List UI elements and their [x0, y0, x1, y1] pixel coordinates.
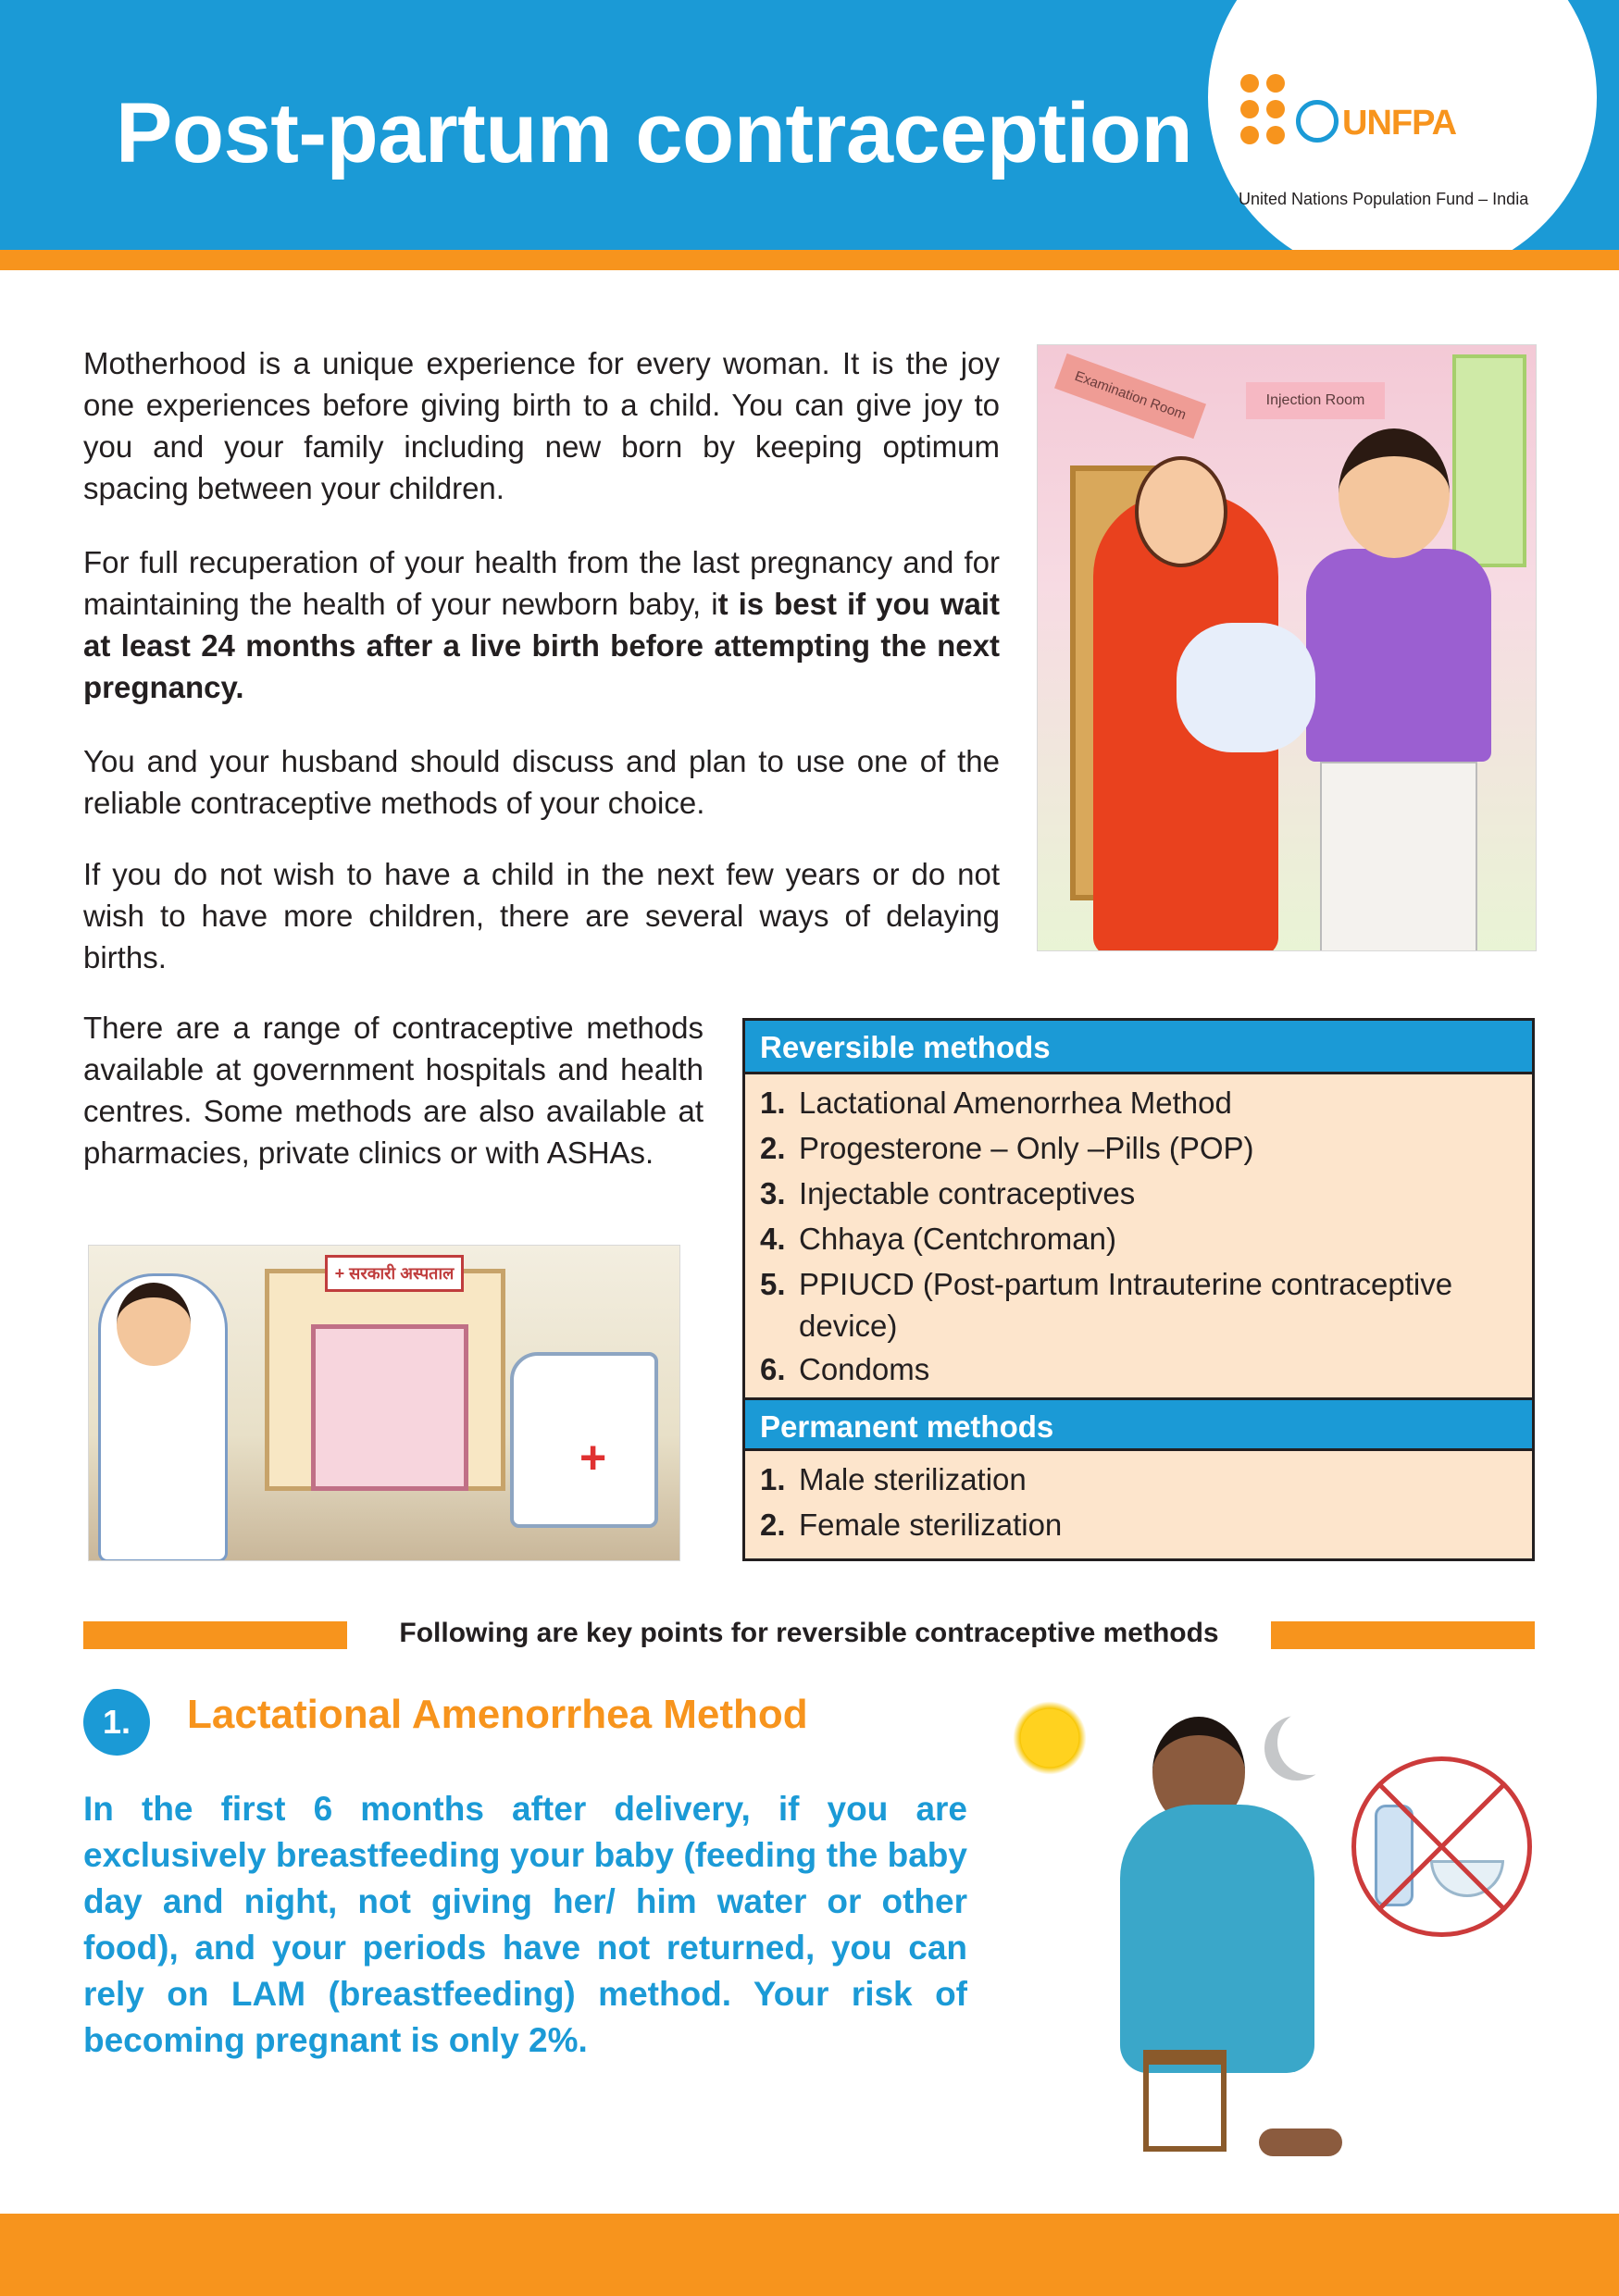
family-illustration	[1037, 344, 1537, 951]
page-title: Post-partum contraception	[116, 86, 1193, 180]
reversible-methods-list	[745, 1074, 1532, 1397]
un-globe-icon	[1296, 100, 1339, 143]
list-item: 1. Male sterilization	[760, 1462, 1027, 1496]
intro-paragraph-5: There are a range of contraceptive methods available at government hospitals and health centres. Some methods are also available at pharmacies, private clinics or with ASHAs.	[83, 1011, 704, 1170]
permanent-methods-heading: Permanent methods	[745, 1397, 1532, 1451]
intro-paragraph-4: If you do not wish to have a child in the next few years or do not wish to have more children, there are several ways of delaying births.	[83, 857, 1000, 974]
moon-icon	[1277, 1710, 1342, 1775]
nurse-head	[117, 1283, 191, 1366]
list-item: 6. Condoms	[760, 1352, 930, 1386]
hospital-door	[311, 1324, 468, 1491]
list-item: 4. Chhaya (Centchroman)	[760, 1222, 1116, 1256]
stool	[1143, 2050, 1227, 2152]
injection-room-sign: Injection Room	[1246, 382, 1385, 419]
prohibited-icon	[1351, 1756, 1532, 1937]
reversible-methods-heading: Reversible methods	[745, 1021, 1532, 1074]
intro-paragraph-3: You and your husband should discuss and plan to use one of the reliable contraceptive methods of your choice.	[83, 744, 1000, 820]
section-title: Lactational Amenorrhea Method	[187, 1692, 808, 1737]
header-stripe	[0, 250, 1619, 270]
divider-bar-left	[83, 1621, 347, 1649]
window	[1452, 354, 1526, 567]
red-cross-icon: +	[579, 1432, 607, 1483]
intro-paragraph-1: Motherhood is a unique experience for every woman. It is the joy one experiences before giving birth to a child. You can give joy to you and your family including new born by keeping optimum spacing between your children.	[83, 346, 1000, 505]
section-body: In the first 6 months after delivery, if you are exclusively breastfeeding your baby (feeding the baby day and night, not giving her/ him water or other food), and your periods have not returned, you can rely on LAM (breastfeeding) method. Your risk of becoming pregnant is only 2%.	[83, 1790, 967, 2059]
father-figure	[1306, 549, 1491, 762]
logo-subtitle: United Nations Population Fund – India	[1239, 190, 1529, 208]
father-legs	[1320, 762, 1477, 951]
breastfeeding-mother-figure	[1120, 1805, 1314, 2073]
mother-head	[1135, 456, 1227, 567]
list-item: 3. Injectable contraceptives	[760, 1176, 1136, 1210]
footer-bar	[0, 2214, 1619, 2296]
key-points-heading: Following are key points for reversible contraceptive methods	[399, 1618, 1219, 1648]
permanent-methods-list	[745, 1451, 1532, 1553]
examination-room-sign: Examination Room	[1054, 354, 1206, 439]
intro-paragraph-2: For full recuperation of your health from the last pregnancy and for maintaining the health of your newborn baby, it is best if you wait at least 24 months after a live birth before attempting the next pregnancy.	[83, 545, 1000, 704]
sun-icon	[1013, 1701, 1087, 1775]
logo-text: UNFPA	[1342, 104, 1457, 143]
hospital-illustration	[88, 1245, 680, 1561]
feet	[1259, 2128, 1342, 2156]
list-item: 1. Lactational Amenorrhea Method	[760, 1086, 1232, 1120]
list-item: 2. Progesterone – Only –Pills (POP)	[760, 1131, 1254, 1165]
divider-bar-right	[1271, 1621, 1535, 1649]
list-item: 5. PPIUCD (Post-partum Intrauterine contraceptive device)	[760, 1267, 1453, 1343]
list-item: 2. Female sterilization	[760, 1508, 1063, 1542]
father-head	[1339, 428, 1450, 558]
methods-table	[742, 1018, 1535, 1561]
baby-figure	[1177, 623, 1315, 752]
hospital-sign: + सरकारी अस्पताल	[325, 1255, 464, 1292]
header-banner	[0, 0, 1619, 250]
section-number-badge: 1.	[83, 1689, 150, 1756]
